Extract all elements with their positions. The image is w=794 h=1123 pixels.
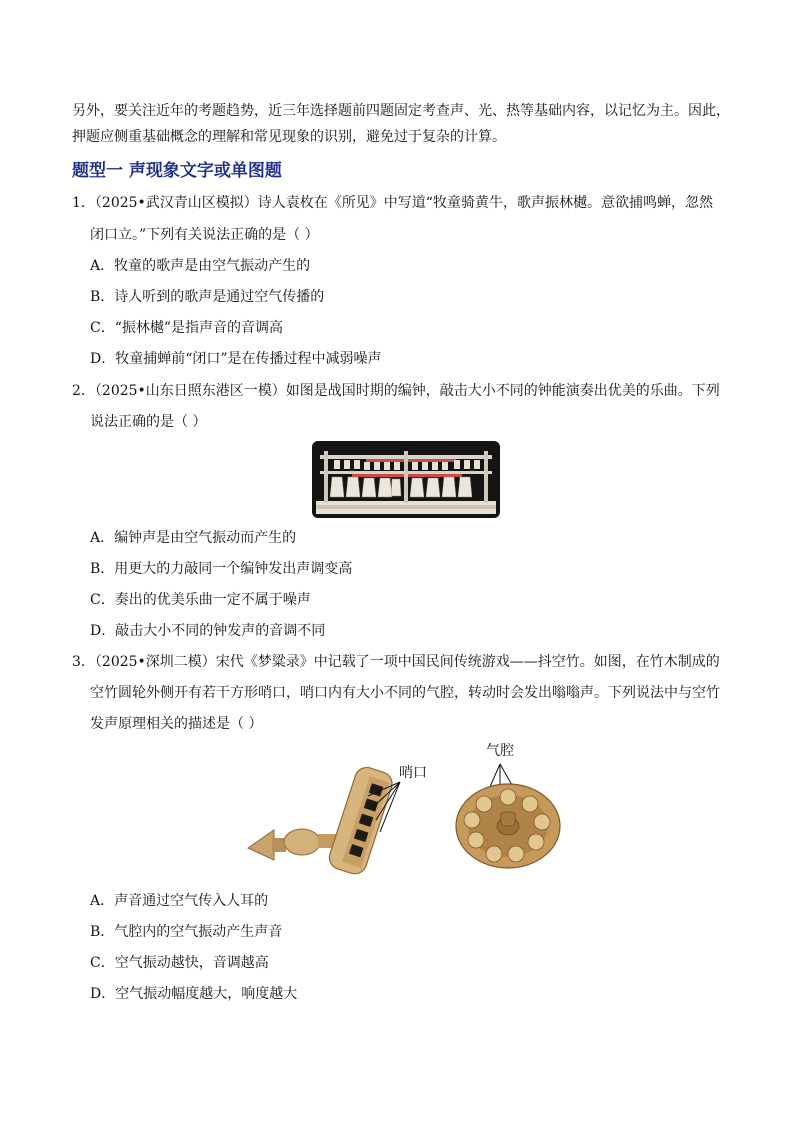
intro-line-2: 押题应侧重基础概念的理解和常见现象的识别，避免过于复杂的计算。	[72, 129, 506, 145]
q1-option-a: A．牧童的歌声是由空气振动产生的	[90, 258, 311, 274]
section-title: 题型一 声现象文字或单图题	[72, 161, 282, 181]
q3-option-a: A．声音通过空气传入人耳的	[90, 893, 269, 909]
q3-stem-line-3: 发声原理相关的描述是（ ）	[90, 716, 263, 732]
q1-stem-line-2: 闭口立。”下列有关说法正确的是（ ）	[90, 227, 319, 243]
q2-stem-line-1: 2．（2025•山东日照东港区一模）如图是战国时期的编钟，敲击大小不同的钟能演奏出优美的乐曲。下列	[72, 383, 720, 399]
q2-option-a: A．编钟声是由空气振动而产生的	[90, 530, 297, 546]
q2-option-d: D．敲击大小不同的钟发声的音调不同	[90, 623, 326, 639]
q1-option-b: B．诗人听到的歌声是通过空气传播的	[90, 289, 325, 305]
q1-option-c: C．“振林樾”是指声音的音调高	[90, 320, 284, 336]
q3-option-c: C．空气振动越快，音调越高	[90, 955, 269, 971]
diabolo-side-photo	[244, 760, 414, 880]
q3-option-b: B．气腔内的空气振动产生声音	[90, 924, 283, 940]
q3-stem-line-2: 空竹圆轮外侧开有若干方形哨口，哨口内有大小不同的气腔，转动时会发出嗡嗡声。下列说法中与空竹	[90, 685, 720, 701]
diabolo-cavity-photo	[452, 760, 564, 872]
q2-option-b: B．用更大的力敲同一个编钟发出声调变高	[90, 561, 353, 577]
q3-option-d: D．空气振动幅度越大，响度越大	[90, 986, 298, 1002]
intro-line-1: 另外，要关注近年的考题趋势，近三年选择题前四题固定考查声、光、热等基础内容，以记忆为主。因此，	[72, 103, 730, 119]
q3-stem-line-1: 3．（2025•深圳二模）宋代《梦粱录》中记载了一项中国民间传统游戏——抖空竹。如图，在竹木制成的	[72, 654, 720, 670]
q1-option-d: D．牧童捕蝉前“闭口”是在传播过程中减弱噪声	[90, 351, 382, 367]
q2-option-c: C．奏出的优美乐曲一定不属于噪声	[90, 592, 311, 608]
q2-stem-line-2: 说法正确的是（ ）	[90, 414, 207, 430]
q1-stem-line-1: 1．（2025•武汉青山区模拟）诗人袁枚在《所见》中写道“牧童骑黄牛，歌声振林樾。意欲捕鸣蝉，忽然	[72, 195, 713, 211]
bianzhong-photo	[312, 441, 500, 518]
whistle-label: 哨口	[399, 765, 427, 781]
cavity-label: 气腔	[486, 743, 514, 759]
intro-paragraph	[72, 98, 732, 150]
